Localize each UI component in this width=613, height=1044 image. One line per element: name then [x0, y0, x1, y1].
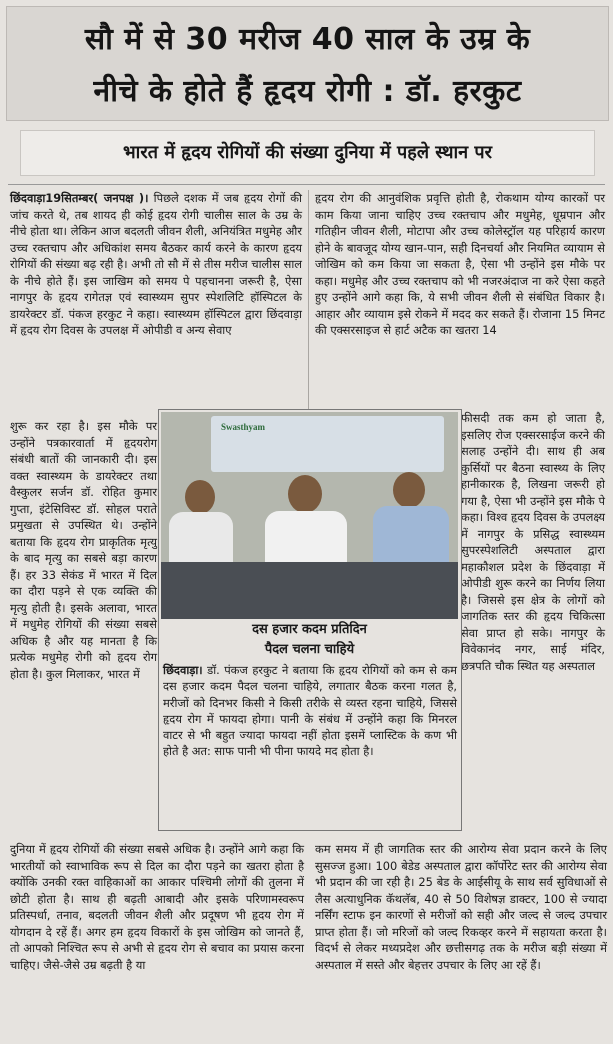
article-column-1-narrow: [10, 418, 157, 682]
article-bottom-left: [10, 830, 304, 985]
subheadline: भारत में हृदय रोगियों की संख्या दुनिया में पहले स्थान पर: [20, 130, 595, 176]
conference-table: [161, 562, 458, 619]
column-divider: [308, 190, 309, 410]
headline-box: [6, 6, 609, 121]
article-dateline: छिंदवाड़ा19सितम्बर( जनपक्ष )।: [10, 191, 149, 205]
box-caption: [161, 620, 458, 662]
caption-line-2: पैदल चलना चाहिये: [264, 642, 355, 657]
article-text: दुनिया में हृदय रोगियों की संख्या सबसे अधिक है। उन्होंने आगे कहा कि भारतीयों को स्वाभाविक रूप से दिल का दौरा पड़ने का खतरा होता है क्योंकि उनकी रक्त वाहिकाओं का आकार पश्चिमी लोगों की तुलना में छोटी होता है। साथ ही बढ़ती आबादी और इसके परिणामस्वरूप प्रतिस्पर्धा, तनाव, बदलती जीवन शैली और प्रदूषण भी हृदय रोग में योगदान दे रहें हैं। अगर हम हृदय विकारों के इस जोखिम को जानते हैं, तो आपको निश्चित रूप से अभी से हृदय रोग से बचाव का प्रयास करना चाहिए। जैसे-जैसे उम्र बढ़ती है या: [10, 842, 304, 972]
banner-logo-text: Swasthyam: [221, 422, 266, 432]
headline-line-2: नीचे के होते हैं हृदय रोगी : डॉ. हरकुट: [93, 74, 522, 109]
article-column-2-narrow: [461, 410, 605, 674]
box-dateline: छिंदवाड़ा।: [163, 663, 203, 677]
box-text: [163, 662, 457, 760]
caption-line-1: दस हजार कदम प्रतिदिन: [252, 622, 367, 637]
person-left: [167, 472, 237, 572]
headline-line-1: सौ में से 30 मरीज 40 साल के उम्र के: [84, 22, 531, 57]
article-column-1-top: [10, 190, 302, 418]
press-conference-photo: [161, 412, 458, 619]
divider: [8, 184, 605, 185]
article-bottom-right: [315, 830, 607, 985]
article-text: पिछले दशक में जब हृदय रोगों की जांच करते थे, तब शायद ही कोई हृदय रोगी चालीस साल के उम्र के नीचे होता था। लेकिन आज बदलती जीवन शैली, अनियंत्रित मधुमेह और उच्च रक्तचाप और अधिकांश समय बैठकर कार्य करने के कारण हृदय रोगियों की संख्या बढ़ रही है। अभी तो सौ में से तीस मरीज चालीस साल के नीचे होते हैं। इस जाखिम को समय पे पहचानना जरूरी है, ऐसा नागपुर के हृदय रागेतज्ञ एवं स्वास्थ्यम सुपर स्पेशलिटि हॉस्पिटल के डायरेक्टर डॉ. पंकज हरकुट ने कहा। स्वास्थ्यम हॉस्पिटल द्वारा छिंदवाड़ा में हृदय रोग दिवस के उपलक्ष में ओपीडी व अन्य सेवाए: [10, 191, 302, 337]
article-text: फीसदी तक कम हो जाता है, इसलिए रोज एक्सरसाईज करने की सलाह उन्होंने दी। साथ ही अब कुर्सियों पर बैठना स्वास्थ्य के लिए हानीकारक है, लिखना जरूरी हो गया है, ऐसा भी उन्होंने इस मौके पे कहा। विश्व हृदय दिवस के उपलक्ष्य में नागपुर के प्रसिद्ध स्वास्थ्यम सुपरस्पेशलिटी अस्पताल द्वारा महाकौशल प्रदेश के छिंदवाड़ा में ओपीडी शुरू करने का निर्णय लिया है। जिससे इस क्षेत्र के लोगों को जागतिक स्तर की हृदय चिकित्सा सेवा प्राप्त हो सके। नागपुर के विवेकानंद नगर, साई मंदिर, छत्रपति चौक स्थित यह अस्पताल: [461, 411, 605, 673]
article-text: हृदय रोग की आनुवंशिक प्रवृत्ति होती है, रोकथाम योग्य कारकों पर काम किया जाना चाहिए उच्च रक्तचाप और मधुमेह, धूम्रपान और गतिहीन जीवन शैली, मोटापा और उच्च कोलेस्ट्रॉल यह परिहार्य कारण होने के बावजूद योग्य खान-पान, सही दिनचर्या और नियमित व्यायाम से जोखिम को कम किया जा सकता है, ऐसा भी उन्होंने इस मौके पर कहा। मधुमेह और उच्च रक्तचाप को भी नजरअंदाज ना करे ऐसा कहते हुए उन्होंने आगे कहा कि, ये सभी जीवन शैली से संबंधित विकार है। आहार और व्यायाम इसे रोकने में मदद कर सकते हैं। रोजाना 15 मिनट की एक्सरसाइज से हार्ट अटैक का खतरा 14: [315, 191, 605, 337]
box-body: डॉ. पंकज हरकुट ने बताया कि हृदय रोगियों को कम से कम दस हजार कदम पैदल चलना चाहिये, लगातार बैठक करना गलत है, मरीजों को दिनभर किसी ने किसी तरीके से व्यस्त रहना चाहिये, जिससे हृदय रोग में फायदा होगा। पानी के संबंध में उन्होंने कहा कि मिनरल वाटर से भी बहुत ज्यादा फायदा नहीं होता इसमें प्लास्टिक के कण भी होते है अत: साफ पानी भी पीना फायदे मद होता है।: [163, 663, 457, 759]
article-column-2-top: [315, 190, 605, 410]
person-right: [371, 464, 451, 572]
article-text: कम समय में ही जागतिक स्तर की आरोग्य सेवा प्रदान करने के लिए सुसज्ज हुआ। 100 बेडेड अस्पताल द्वारा कॉर्पोरेट स्तर की आरोग्य सेवा भी प्रदान की जा रही है। 25 बेड के आईसीयू के साथ सर्व सुविधाओं से लैस अत्याधुनिक कॅथलॅब, 40 से 50 विशेषज्ञ डाक्टर, 100 से ज्यादा नर्सिंग स्टाफ इन कारणों से मरीजों को सही और जल्द से जल्द उपचार प्राप्त होता हैं। जो मरिजों को जल्द रिकव्हर करने में सहायता करता है। विदर्भ से लेकर मध्यप्रदेश और छत्तीसगढ़ तक के मरीज बड़ी संख्या में अस्पताल में सस्ते और बेहत्तर उपचार के लिए आ रहें हैं।: [315, 842, 607, 972]
article-text: शुरू कर रहा है। इस मौके पर उन्होंने पत्रकारवार्ता में हृदयरोग संबंधी बातों की जानकारी दी। इस वक्त स्वास्थ्यम के डायरेक्टर तथा वैस्कुलर सर्जन डॉ. रोहित कुमार गुप्ता, इंटेसिविस्ट डॉ. सोहल पराते प्रमुखता से उपस्थित थे। उन्होंने बताया कि हृदय रोग प्राकृतिक मृत्यु के बाद मृत्यु का सबसे बड़ा कारण हैं। हर 33 सेकंड में भारत में दिल का दौरा पड़ने से एक व्यक्ति की मृत्यु होती है। इसके अलावा, भारत में मधुमेह रोगियों की संख्या सबसे अधिक है और यह मानता है कि प्रत्येक मधुमेह रोगी को हृदय रोग होता है। कुल मिलाकर, भारत में: [10, 419, 157, 681]
person-center: [261, 467, 351, 572]
